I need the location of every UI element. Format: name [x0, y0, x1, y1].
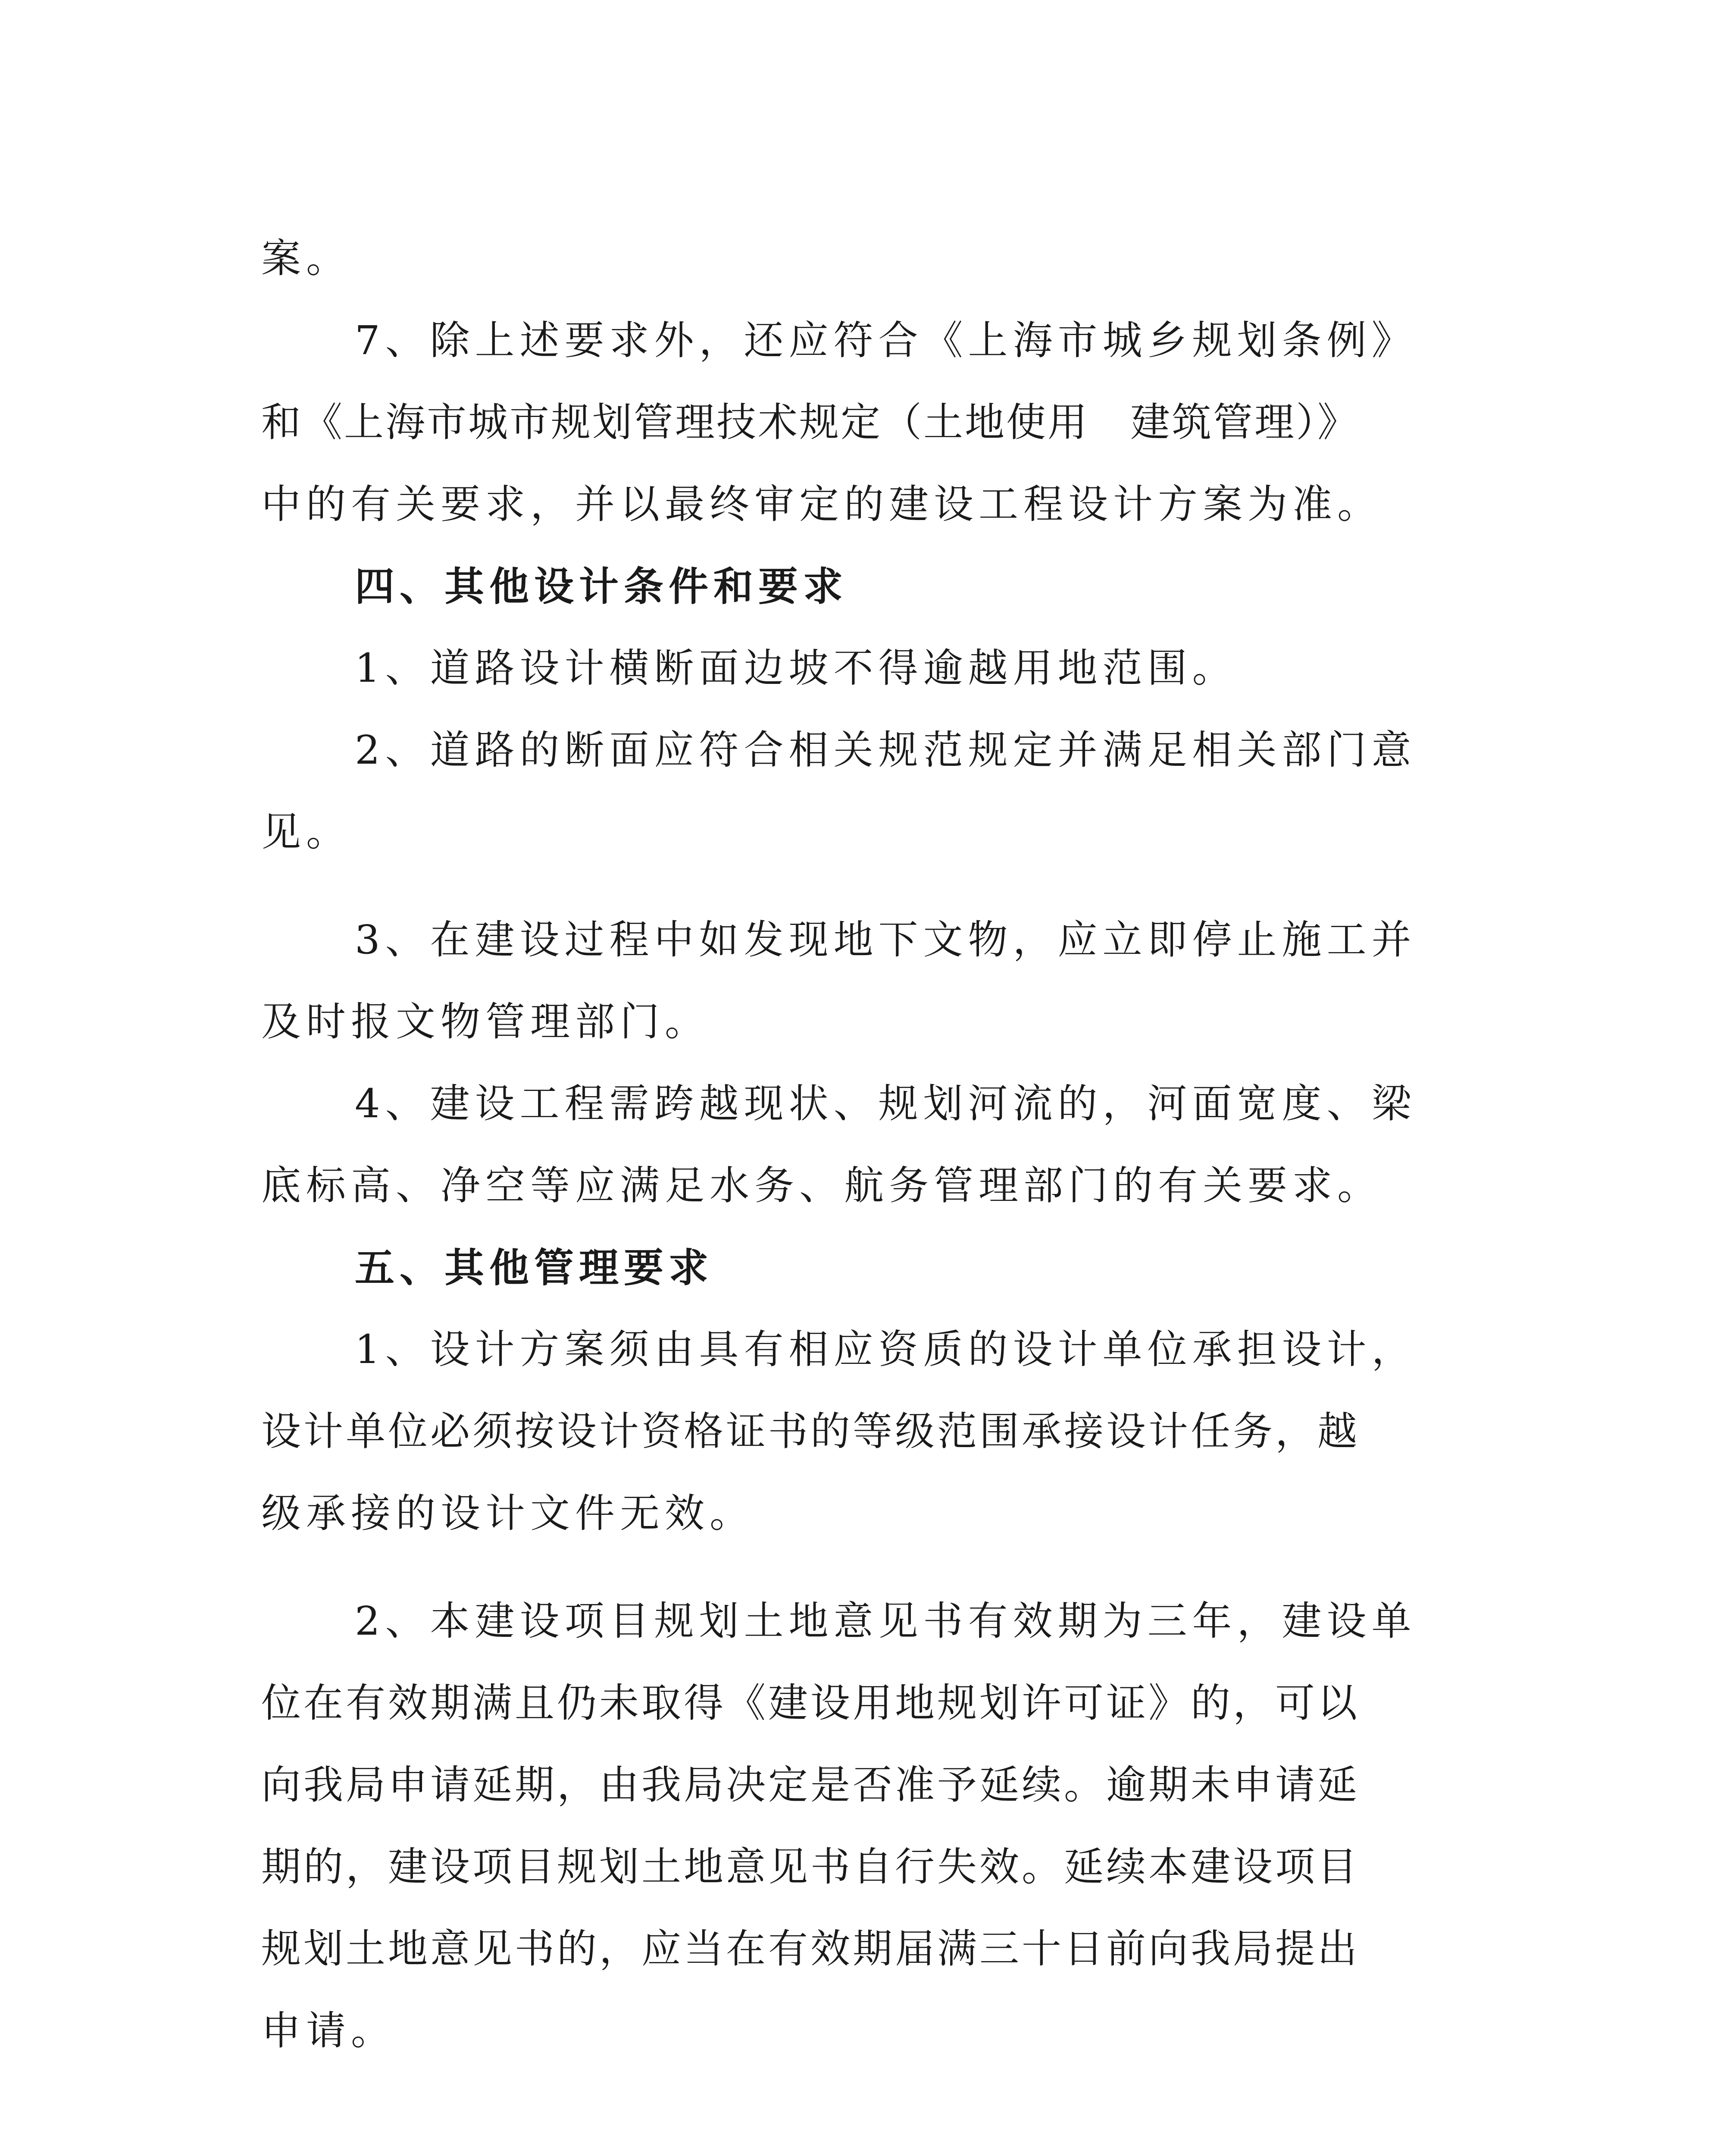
text-line-11: 4、建设工程需跨越现状、规划河流的，河面宽度、梁 — [355, 1081, 1417, 1127]
text-line-7: 2、道路的断面应符合相关规范规定并满足相关部门意 — [355, 727, 1417, 773]
text-line-8: 见。 — [261, 809, 351, 855]
text-line-4: 中的有关要求，并以最终审定的建设工程设计方案为准。 — [261, 481, 1383, 527]
section-heading-4: 四、其他设计条件和要求 — [355, 563, 848, 610]
text-line-12: 底标高、净空等应满足水务、航务管理部门的有关要求。 — [261, 1163, 1383, 1209]
text-line-16: 级承接的设计文件无效。 — [261, 1490, 755, 1536]
text-line-18: 位在有效期满且仍未取得《建设用地规划许可证》的，可以 — [261, 1680, 1360, 1726]
text-line-6: 1、道路设计横断面边坡不得逾越用地范围。 — [355, 645, 1237, 691]
text-line-22: 申请。 — [261, 2008, 396, 2054]
text-line-2: 7、除上述要求外，还应符合《上海市城乡规划条例》 — [355, 317, 1417, 364]
text-line-17: 2、本建设项目规划土地意见书有效期为三年，建设单 — [355, 1598, 1417, 1644]
text-line-19: 向我局申请延期，由我局决定是否准予延续。逾期未申请延 — [261, 1762, 1360, 1808]
text-line-15: 设计单位必须按设计资格证书的等级范围承接设计任务，越 — [261, 1408, 1360, 1454]
text-line-21: 规划土地意见书的，应当在有效期届满三十日前向我局提出 — [261, 1926, 1360, 1972]
text-line-3: 和《上海市城市规划管理技术规定（土地使用 建筑管理）》 — [261, 399, 1359, 445]
text-line-1: 案。 — [261, 235, 351, 282]
text-line-20: 期的，建设项目规划土地意见书自行失效。延续本建设项目 — [261, 1844, 1360, 1890]
section-heading-5: 五、其他管理要求 — [355, 1244, 714, 1291]
text-line-10: 及时报文物管理部门。 — [261, 999, 710, 1045]
text-line-9: 3、在建设过程中如发现地下文物，应立即停止施工并 — [355, 917, 1417, 963]
text-line-14: 1、设计方案须由具有相应资质的设计单位承担设计， — [355, 1326, 1417, 1373]
